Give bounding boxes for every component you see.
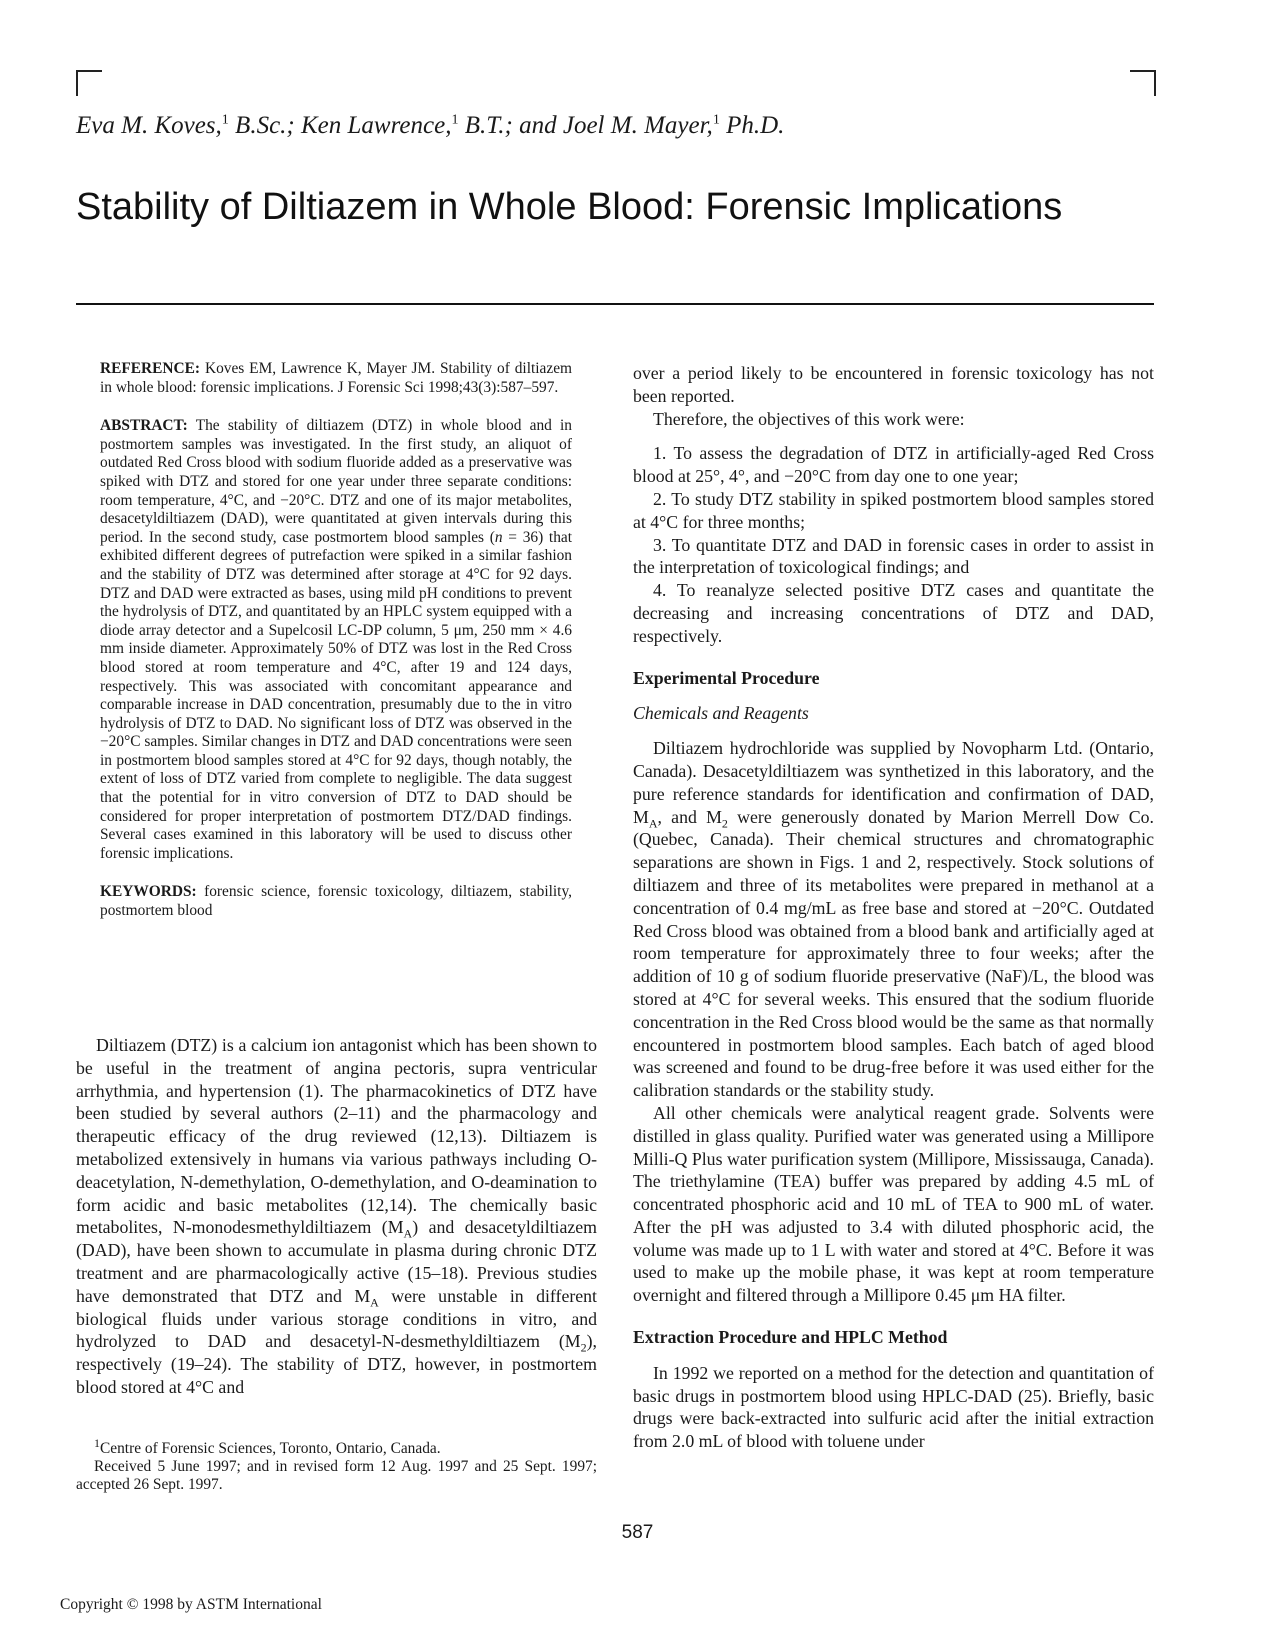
chemicals-paragraph: Diltiazem hydrochloride was supplied by Novopharm Ltd. (Ontario, Canada). Desacetyldiltiazem was synthetized in this laboratory, and the pure reference standards for identification and confirmation of DAD, $M_A$, and $M_2$ were generously donated by Marion Merrell Dow Co. (Quebec, Canada). Their chemical structures and chromatographic separations are shown in Figs. 1 and 2, respectively. Stock solutions of diltiazem and three of its metabolites were prepared in methanol at a concentration of 0.4 mg/mL as free base and stored at −20°C. Outdated Red Cross blood was obtained from a blood bank and artificially aged at room temperature for approximately three to four weeks; after the addition of 10 g of sodium fluoride preservative (NaF)/L, the blood was stored at 4°C for several weeks. This ensured that the sodium fluoride concentration in the Red Cross blood would be the same as that normally encountered in postmortem blood samples. Each batch of aged blood was screened and found to be drug-free before it was used either for the calibration standards or the stability study. xyxy=(633,738,1154,1101)
title-rule xyxy=(76,303,1154,305)
introduction xyxy=(76,1034,597,1399)
reagents-paragraph: All other chemicals were analytical reagent grade. Solvents were distilled in glass quality. Purified water was generated using a Millipore Milli-Q Plus water purification system (Millipore, Mississauga, Canada). The triethylamine (TEA) buffer was prepared by adding 4.5 mL of concentrated phosphoric acid and 10 mL of TEA to 900 mL of water. After the pH was adjusted to 3.4 with diluted phosphoric acid, the volume was made up to 1 L with water and stored at 4°C. Before it was used to make up the mobile phase, it was kept at room temperature overnight and filtered through a Millipore 0.45 μm HA filter. xyxy=(633,1102,1154,1306)
section-heading-experimental: Experimental Procedure xyxy=(633,667,820,688)
abstract-paragraph: ABSTRACT: The stability of diltiazem (DTZ) in whole blood and in postmortem samples was investigated. In the first study, an aliquot of outdated Red Cross blood with sodium fluoride added as a preservative was spiked with DTZ and stored for one year under three separate conditions: room temperature, 4°C, and −20°C. DTZ and one of its major metabolites, desacetyldiltiazem (DAD), were quantitated at given intervals during this period. In the second study, case postmortem blood samples (n = 36) that exhibited different degrees of putrefaction were spiked in a similar fashion and the stability of DTZ was determined after storage at 4°C for 92 days. DTZ and DAD were extracted as bases, using mild pH conditions to prevent the hydrolysis of DTZ, and quantitated by an HPLC system equipped with a diode array detector and a Supelcosil LC-DP column, 5 μm, 250 mm × 4.6 mm inside diameter. Approximately 50% of DTZ was lost in the Red Cross blood stored at room temperature and 4°C, after 19 and 124 days, respectively. This was associated with concomitant appearance and comparable increase in DAD concentration, presumably due to the in vitro hydrolysis of DTZ to DAD. No significant loss of DTZ was observed in the −20°C samples. Similar changes in DTZ and DAD concentrations were seen in postmortem blood samples stored at 4°C for 92 days, though notably, the extent of loss of DTZ varied from complete to negligible. The data suggest that the potential for in vitro conversion of DTZ to DAD should be considered for proper interpretation of postmortem DTZ/DAD findings. Several cases examined in this laboratory will be used to discuss other forensic implications. xyxy=(100,417,572,862)
author-line: Eva M. Koves,$^1$ B.Sc.; Ken Lawrence,$^1$ B.T.; and Joel M. Mayer,$^1$ Ph.D. xyxy=(76,112,785,139)
reference-paragraph: REFERENCE: Koves EM, Lawrence K, Mayer JM. Stability of diltiazem in whole blood: forensic implications. J Forensic Sci 1998;43(3):587–597. xyxy=(100,360,572,396)
keywords-paragraph: KEYWORDS: forensic science, forensic toxicology, diltiazem, stability, postmortem blood xyxy=(100,883,572,920)
received-footnote: Received 5 June 1997; and in revised form 12 Aug. 1997 and 25 Sept. 1997; accepted 26 Sept. 1997. xyxy=(76,1458,597,1493)
page-number: 587 xyxy=(621,1522,654,1543)
extraction-paragraph: In 1992 we reported on a method for the detection and quantitation of basic drugs in postmortem blood using HPLC-DAD (25). Briefly, basic drugs were back-extracted into sulfuric acid after the initial extraction from 2.0 mL of blood with toluene under xyxy=(633,1362,1154,1452)
paper-title: Stability of Diltiazem in Whole Blood: Forensic Implications xyxy=(76,186,1063,228)
abstract-block xyxy=(100,360,572,941)
objective-item: 4. To reanalyze selected positive DTZ cases and quantitate the decreasing and increasing concentrations of DTZ and DAD, respectively. xyxy=(633,580,1154,646)
objective-item: 1. To assess the degradation of DTZ in artificially-aged Red Cross blood at 25°, 4°, and −20°C from day one to one year; xyxy=(633,443,1154,487)
right-column xyxy=(633,362,1154,1453)
section-heading-extraction: Extraction Procedure and HPLC Method xyxy=(633,1327,948,1348)
crop-mark-top-right xyxy=(1130,70,1156,96)
continued-paragraph: over a period likely to be encountered in forensic toxicology has not been reported. xyxy=(633,363,1154,406)
intro-paragraph: Diltiazem (DTZ) is a calcium ion antagonist which has been shown to be useful in the treatment of angina pectoris, supra ventricular arrhythmia, and hypertension (1). The pharmacokinetics of DTZ have been studied by several authors (2–11) and the pharmacology and therapeutic efficacy of the drug reviewed (12,13). Diltiazem is metabolized extensively in humans via various pathways including O-deacetylation, N-demethylation, O-demethylation, and O-deamination to form acidic and basic metabolites (12,14). The chemically basic metabolites, N-monodesmethyldiltiazem $(M_A)$ and desacetyldiltiazem (DAD), have been shown to accumulate in plasma during chronic DTZ treatment and are pharmacologically active (15–18). Previous studies have demonstrated that DTZ and $M_A$ were unstable in different biological fluids under various storage conditions in vitro, and hydrolyzed to DAD and desacetyl-N-desmethyldiltiazem $(M_2)$, respectively (19–24). The stability of DTZ, however, in postmortem blood stored at 4°C and xyxy=(76,1035,597,1397)
affiliation-footnote: $^1$Centre of Forensic Sciences, Toronto, Ontario, Canada. xyxy=(94,1435,441,1457)
crop-mark-top-left xyxy=(76,70,102,96)
objective-item: 2. To study DTZ stability in spiked postmortem blood samples stored at 4°C for three months; xyxy=(633,488,1154,532)
copyright-notice: Copyright © 1998 by ASTM International xyxy=(60,1596,322,1613)
objectives-intro: Therefore, the objectives of this work were: xyxy=(653,408,965,429)
objective-item: 3. To quantitate DTZ and DAD in forensic cases in order to assist in the interpretation of toxicological findings; and xyxy=(633,534,1154,578)
subsection-heading-chemicals: Chemicals and Reagents xyxy=(633,703,809,724)
footnotes xyxy=(76,1435,597,1494)
